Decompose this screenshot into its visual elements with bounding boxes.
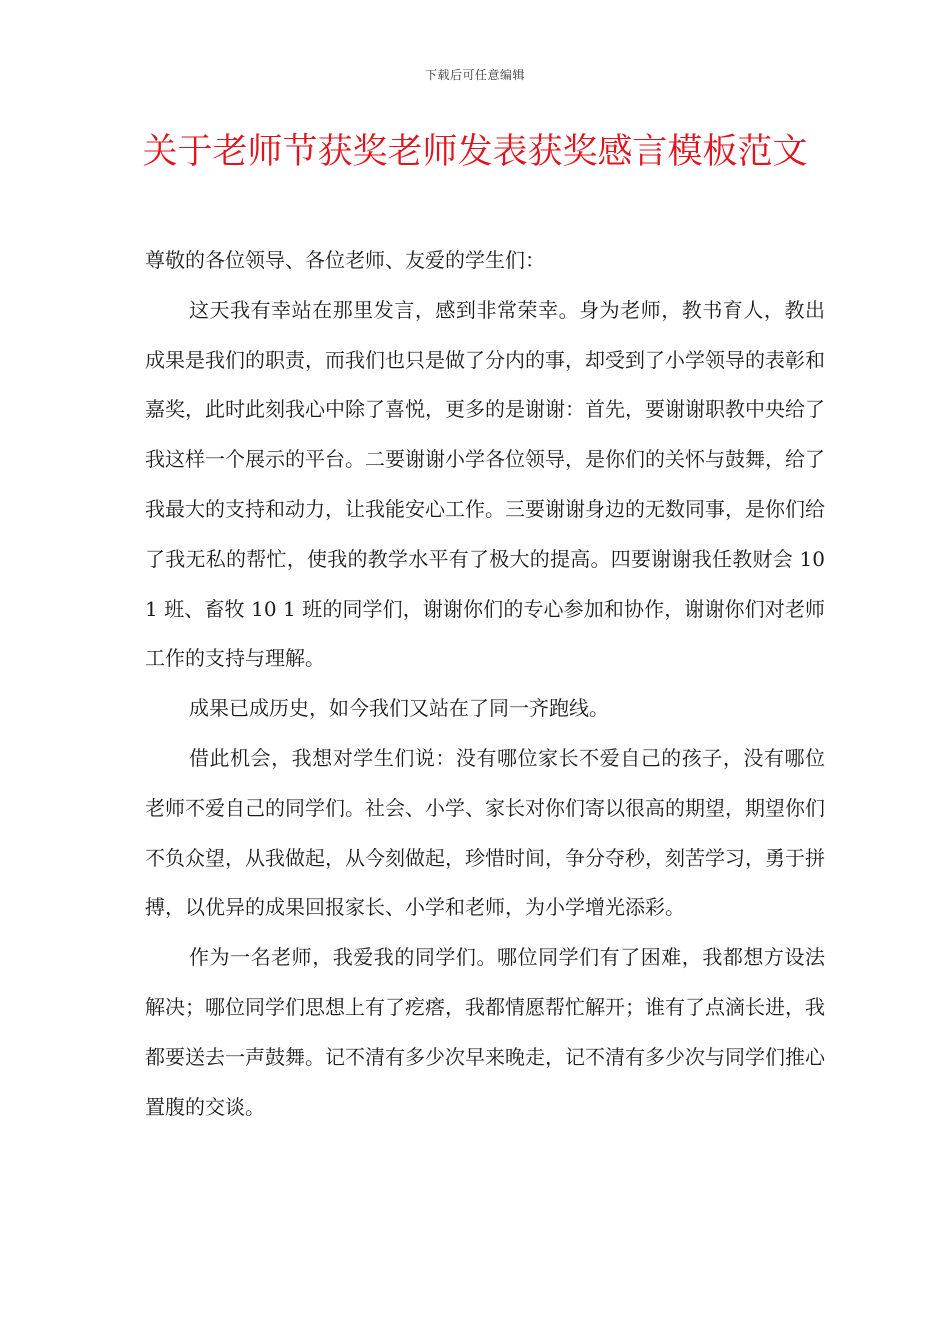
document-title: 关于老师节获奖老师发表获奖感言模板范文 bbox=[142, 132, 808, 172]
document-body bbox=[145, 236, 825, 1132]
paragraph-4: 作为一名老师，我爱我的同学们。哪位同学们有了困难，我都想方设法解决；哪位同学们思想上有了疙瘩，我都情愿帮忙解开；谁有了点滴长进，我都要送去一声鼓舞。记不清有多少次早来晚走，记不清有多少次与同学们推心置腹的交谈。 bbox=[145, 945, 825, 1119]
header-note: 下载后可任意编辑 bbox=[424, 68, 525, 82]
salutation: 尊敬的各位领导、各位老师、友爱的学生们： bbox=[145, 248, 545, 272]
paragraph-1: 这天我有幸站在那里发言，感到非常荣幸。身为老师，教书育人，教出成果是我们的职责，而我们也只是做了分内的事，却受到了小学领导的表彰和嘉奖，此时此刻我心中除了喜悦，更多的是谢谢：首先，要谢谢职教中央给了我这样一个展示的平台。二要谢谢小学各位领导，是你们的关怀与鼓舞，给了我最大的支持和动力，让我能安心工作。三要谢谢身边的无数同事，是你们给了我无私的帮忙，使我的教学水平有了极大的提高。四要谢谢我任教财会 10 1 班、畜牧 10 1 班的同学们，谢谢你们的专心参加和协作，谢谢你们对老师工作的支持与理解。 bbox=[145, 297, 825, 671]
paragraph-2: 成果已成历史，如今我们又站在了同一齐跑线。 bbox=[189, 696, 609, 721]
paragraph-3: 借此机会，我想对学生们说：没有哪位家长不爱自己的孩子，没有哪位老师不爱自己的同学们。社会、小学、家长对你们寄以很高的期望，期望你们不负众望，从我做起，从今刻做起，珍惜时间，争分夺秒，刻苦学习，勇于拼搏，以优异的成果回报家长、小学和老师，为小学增光添彩。 bbox=[145, 745, 825, 920]
